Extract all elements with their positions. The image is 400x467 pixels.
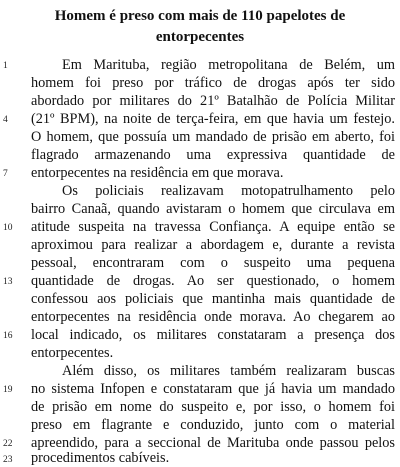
text-line: local indicado, os militares constataram a presença dos: [31, 327, 395, 343]
line-number: 22: [3, 439, 13, 449]
title-line-2: entorpecentes: [155, 29, 245, 45]
text-line: quantidade de drogas. Ao ser questionado, o homem: [31, 273, 395, 289]
text-line: apreendido, para a seccional de Marituba onde passou pelos: [31, 435, 395, 451]
text-line: Os policiais realizavam motopatrulhamento pelo: [62, 183, 395, 199]
line-number: 19: [3, 385, 13, 395]
text-line: entorpecentes na residência em que morava.: [31, 165, 284, 181]
line-number: 13: [3, 277, 13, 287]
text-line: aproximou para realizar a abordagem e, durante a revista: [31, 237, 395, 253]
text-line: pessoal, encontraram com o suspeito uma pequena: [31, 255, 395, 271]
text-line: O homem, que possuía um mandado de prisão em aberto, foi: [31, 129, 395, 145]
text-line: de prisão em nome do suspeito e, por isso, o homem foi: [31, 399, 395, 415]
text-line: preso em flagrante e conduzido, junto com o material: [31, 417, 395, 433]
text-line: flagrado armazenando uma expressiva quantidade de: [31, 147, 395, 163]
title-line-1: Homem é preso com mais de 110 papelotes de: [54, 8, 346, 24]
line-number: 10: [3, 223, 13, 233]
line-number: 23: [3, 455, 13, 465]
line-number: 4: [3, 115, 8, 125]
text-line: no sistema Infopen e constataram que já havia um mandado: [31, 381, 395, 397]
text-line: entorpecentes.: [31, 345, 114, 361]
text-line: abordado por militares do 21º Batalhão de Polícia Militar: [31, 93, 395, 109]
line-number: 16: [3, 331, 13, 341]
text-line: entorpecentes na residência onde morava. Ao chegarem ao: [31, 309, 395, 325]
text-line: atitude suspeita na travessa Confiança. A equipe então se: [31, 219, 395, 235]
text-line: Em Marituba, região metropolitana de Belém, um: [62, 57, 395, 73]
line-number: 1: [3, 61, 8, 71]
line-number: 7: [3, 169, 8, 179]
text-line: Além disso, os militares também realizaram buscas: [62, 363, 395, 379]
text-line: confessou aos policiais que mantinha mais quantidade de: [31, 291, 395, 307]
text-line: (21º BPM), na noite de terça-feira, em que havia um festejo.: [31, 111, 395, 127]
text-line: homem foi preso por tráfico de drogas após ter sido: [31, 75, 395, 91]
text-line: procedimentos cabíveis.: [31, 450, 170, 466]
text-line: bairro Canaã, quando avistaram o homem que circulava em: [31, 201, 395, 217]
